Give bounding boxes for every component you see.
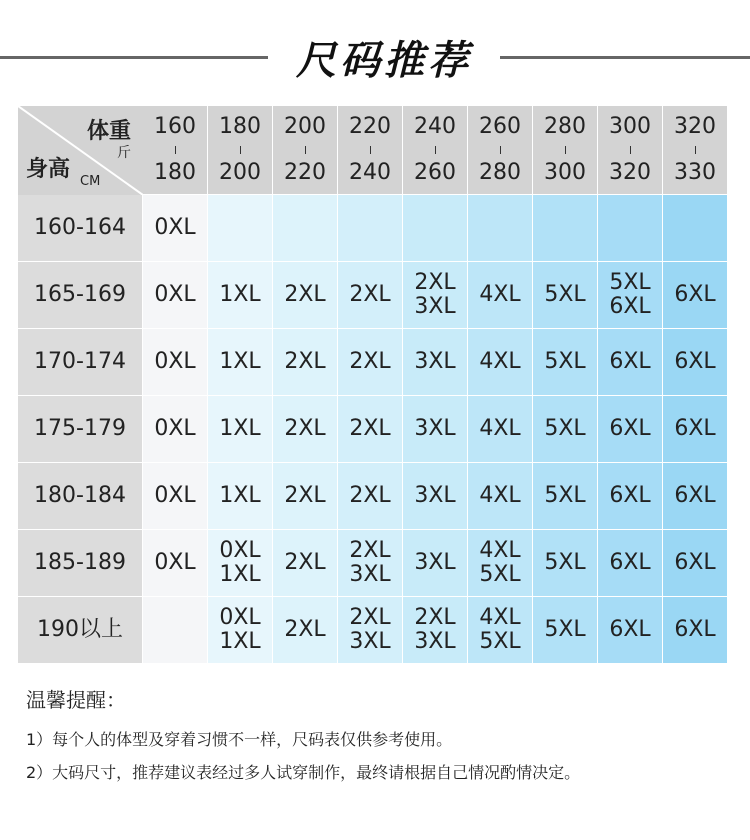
size-cell: 0XL <box>143 530 207 596</box>
size-cell: 6XL <box>663 262 727 328</box>
size-cell: 2XL <box>273 530 337 596</box>
height-range-label: 165-169 <box>18 262 142 328</box>
size-cell <box>403 195 467 261</box>
weight-range-top: 280 <box>544 114 586 139</box>
notes-heading: 温馨提醒： <box>26 688 126 712</box>
weight-label: 体重 <box>86 119 131 144</box>
size-cell: 2XL <box>273 396 337 462</box>
size-cell: 2XL <box>338 262 402 328</box>
size-cell: 5XL <box>533 530 597 596</box>
size-cell: 6XL <box>598 597 662 663</box>
size-cell: 2XL <box>338 329 402 395</box>
size-cell: 1XL <box>208 262 272 328</box>
size-cell: 2XL <box>273 262 337 328</box>
size-cell: 5XL <box>533 463 597 529</box>
weight-range-top: 220 <box>349 114 391 139</box>
size-recommendation-table <box>18 106 733 663</box>
size-cell: 6XL <box>598 530 662 596</box>
weight-range-bottom: 280 <box>479 160 521 185</box>
size-cell <box>598 195 662 261</box>
weight-range-header <box>663 106 727 194</box>
size-cell: 1XL <box>208 463 272 529</box>
weight-range-header <box>403 106 467 194</box>
size-cell <box>273 195 337 261</box>
weight-range-header <box>468 106 532 194</box>
weight-range-top: 260 <box>479 114 521 139</box>
size-cell: 0XL <box>143 329 207 395</box>
height-range-label: 175-179 <box>18 396 142 462</box>
weight-range-bottom: 220 <box>284 160 326 185</box>
size-cell: 0XL 1XL <box>208 597 272 663</box>
range-separator <box>435 146 436 154</box>
size-cell: 4XL 5XL <box>468 530 532 596</box>
height-unit: CM <box>80 174 101 189</box>
size-cell: 6XL <box>598 396 662 462</box>
size-cell: 6XL <box>598 463 662 529</box>
weight-range-bottom: 320 <box>609 160 651 185</box>
height-label: 身高 <box>26 157 71 182</box>
size-cell: 3XL <box>403 329 467 395</box>
title-divider-left <box>0 56 268 59</box>
size-cell <box>533 195 597 261</box>
size-cell: 6XL <box>663 530 727 596</box>
size-cell: 5XL <box>533 597 597 663</box>
size-cell: 1XL <box>208 329 272 395</box>
range-separator <box>500 146 501 154</box>
size-cell: 2XL 3XL <box>403 262 467 328</box>
range-separator <box>630 146 631 154</box>
size-cell: 4XL <box>468 329 532 395</box>
weight-range-top: 200 <box>284 114 326 139</box>
weight-range-top: 300 <box>609 114 651 139</box>
size-cell <box>143 597 207 663</box>
title-divider-right <box>500 56 750 59</box>
note-item: 1）每个人的体型及穿着习惯不一样，尺码表仅供参考使用。 <box>26 730 453 749</box>
size-cell <box>338 195 402 261</box>
size-cell: 0XL <box>143 262 207 328</box>
size-cell <box>663 195 727 261</box>
note-item: 2）大码尺寸，推荐建议表经过多人试穿制作，最终请根据自己情况酌情决定。 <box>26 763 581 782</box>
size-cell: 1XL <box>208 396 272 462</box>
weight-range-bottom: 200 <box>219 160 261 185</box>
size-cell: 5XL <box>533 329 597 395</box>
weight-range-header <box>143 106 207 194</box>
size-cell <box>468 195 532 261</box>
size-cell: 4XL <box>468 396 532 462</box>
size-cell: 5XL <box>533 396 597 462</box>
size-cell: 6XL <box>598 329 662 395</box>
range-separator <box>370 146 371 154</box>
size-cell: 2XL <box>273 329 337 395</box>
size-cell: 0XL <box>143 463 207 529</box>
weight-range-top: 180 <box>219 114 261 139</box>
weight-range-header <box>338 106 402 194</box>
height-range-label: 170-174 <box>18 329 142 395</box>
weight-range-header <box>598 106 662 194</box>
height-range-label: 180-184 <box>18 463 142 529</box>
size-cell: 2XL <box>338 396 402 462</box>
weight-range-top: 320 <box>674 114 716 139</box>
size-cell: 3XL <box>403 530 467 596</box>
size-cell: 6XL <box>663 597 727 663</box>
size-cell: 5XL 6XL <box>598 262 662 328</box>
height-range-label: 190以上 <box>18 597 142 663</box>
size-cell: 4XL <box>468 262 532 328</box>
height-range-label: 185-189 <box>18 530 142 596</box>
size-cell: 2XL 3XL <box>338 530 402 596</box>
size-cell: 6XL <box>663 396 727 462</box>
weight-unit: 斤 <box>117 145 131 161</box>
weight-range-bottom: 260 <box>414 160 456 185</box>
weight-range-bottom: 300 <box>544 160 586 185</box>
height-range-label: 160-164 <box>18 195 142 261</box>
size-cell: 0XL <box>143 195 207 261</box>
size-cell: 2XL <box>273 597 337 663</box>
size-cell: 2XL <box>338 463 402 529</box>
size-cell: 0XL <box>143 396 207 462</box>
size-cell: 4XL 5XL <box>468 597 532 663</box>
size-cell: 6XL <box>663 463 727 529</box>
weight-range-header <box>273 106 337 194</box>
table-corner-header <box>18 106 143 195</box>
size-cell: 6XL <box>663 329 727 395</box>
size-cell: 0XL 1XL <box>208 530 272 596</box>
size-cell: 5XL <box>533 262 597 328</box>
range-separator <box>175 146 176 154</box>
range-separator <box>695 146 696 154</box>
weight-range-bottom: 180 <box>154 160 196 185</box>
range-separator <box>240 146 241 154</box>
size-cell: 3XL <box>403 396 467 462</box>
range-separator <box>565 146 566 154</box>
weight-range-header <box>208 106 272 194</box>
notes-section <box>26 684 726 793</box>
weight-range-top: 160 <box>154 114 196 139</box>
range-separator <box>305 146 306 154</box>
weight-range-bottom: 330 <box>674 160 716 185</box>
size-cell: 2XL 3XL <box>403 597 467 663</box>
size-cell: 4XL <box>468 463 532 529</box>
weight-range-bottom: 240 <box>349 160 391 185</box>
weight-range-header <box>533 106 597 194</box>
title-bar <box>0 22 750 92</box>
size-cell: 3XL <box>403 463 467 529</box>
size-cell: 2XL 3XL <box>338 597 402 663</box>
size-cell <box>208 195 272 261</box>
size-cell: 2XL <box>273 463 337 529</box>
page-title: 尺码推荐 <box>296 37 472 84</box>
weight-range-top: 240 <box>414 114 456 139</box>
